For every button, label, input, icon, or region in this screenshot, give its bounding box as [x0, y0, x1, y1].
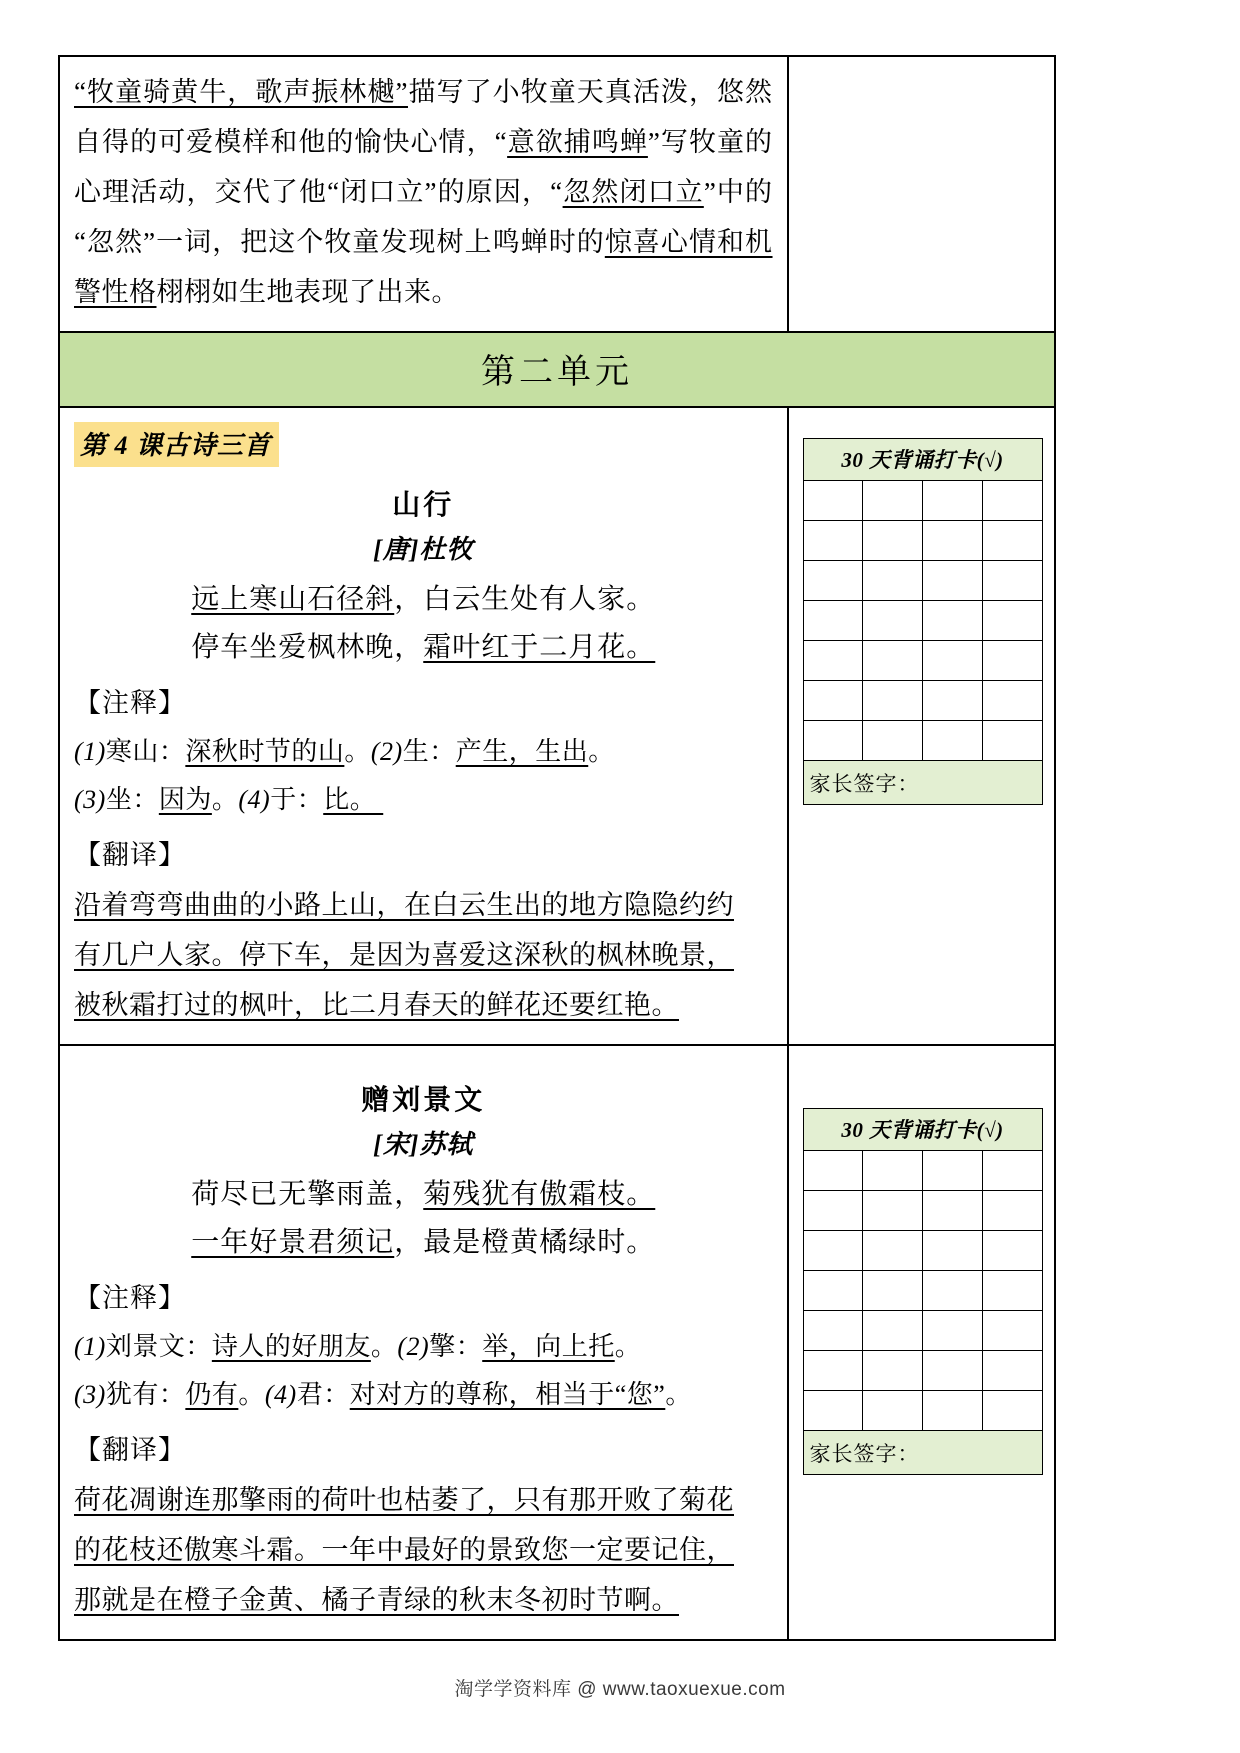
punch-card-checkbox[interactable]: [803, 561, 863, 601]
punch-card-checkbox[interactable]: [922, 1151, 982, 1191]
intro-text-run: ”写牧童的心理活动，交代了他“闭口立”的原因，“: [74, 127, 773, 207]
punch-card-row: [803, 681, 1042, 721]
note-gloss: 诗人的好朋友: [211, 1332, 371, 1361]
punch-card-checkbox[interactable]: [982, 1351, 1042, 1391]
punch-card-row: [803, 1351, 1042, 1391]
notes-label: 【注释】: [74, 688, 186, 718]
note-index: (4): [238, 785, 271, 814]
intro-row: [60, 57, 1054, 333]
punch-card-checkbox[interactable]: [982, 1151, 1042, 1191]
note-gloss: 产生，生出: [455, 737, 589, 766]
note-gloss: 对对方的尊称，相当于“您”: [349, 1380, 666, 1409]
punch-card-row: [803, 721, 1042, 761]
note-term: 犹有：: [105, 1380, 186, 1409]
punch-card-row: [803, 1311, 1042, 1351]
punch-card-checkbox[interactable]: [803, 481, 863, 521]
punch-card-row: [803, 1391, 1042, 1431]
punch-card-checkbox[interactable]: [922, 1351, 982, 1391]
note-index: (1): [74, 1332, 106, 1361]
poem-author: [宋]苏轼: [373, 1130, 474, 1159]
punch-card-checkbox[interactable]: [982, 561, 1042, 601]
translation-line: 荷花凋谢连那擎雨的荷叶也枯萎了，只有那开败了菊花: [74, 1485, 734, 1515]
punch-card-checkbox[interactable]: [803, 1271, 863, 1311]
punch-card-checkbox[interactable]: [863, 1311, 923, 1351]
note-gloss: 比。: [323, 785, 384, 814]
translation-label: 【翻译】: [74, 1435, 186, 1465]
intro-text-run: 描写了小牧童天真活泼，悠然自得的可爱模样和他的愉快心情，“: [74, 77, 773, 157]
poem-line-rest: 荷尽已无擎雨盖，: [191, 1179, 424, 1210]
punch-card-checkbox[interactable]: [982, 601, 1042, 641]
punch-card-checkbox[interactable]: [982, 1311, 1042, 1351]
intro-text-run: ”中的“忽然”一词，把这个牧童发现树上鸣蝉时的: [74, 177, 773, 257]
punch-card-checkbox[interactable]: [922, 1231, 982, 1271]
punch-card-checkbox[interactable]: [803, 1231, 863, 1271]
poem-line: [74, 1171, 773, 1219]
note-term: 生：: [402, 737, 456, 766]
punch-card-row: [803, 601, 1042, 641]
punch-card-checkbox[interactable]: [863, 561, 923, 601]
translation-label: 【翻译】: [74, 840, 186, 870]
punch-card-checkbox[interactable]: [863, 721, 923, 761]
note-term: 于：: [270, 785, 324, 814]
punch-card-checkbox[interactable]: [922, 521, 982, 561]
punch-card-checkbox[interactable]: [982, 1391, 1042, 1431]
punch-card-checkbox[interactable]: [863, 1351, 923, 1391]
punch-card-checkbox[interactable]: [863, 521, 923, 561]
poem-line-rest: 停车坐爱枫林晚，: [191, 632, 424, 663]
unit-row: [60, 333, 1054, 408]
poem-title: 赠刘景文: [361, 1085, 486, 1116]
punch-card-checkbox[interactable]: [863, 1271, 923, 1311]
poem-line-rest: ，最是橙黄橘绿时。: [394, 1227, 656, 1258]
poem-cell-1: [60, 408, 789, 1044]
poem-line: [74, 624, 773, 672]
note-sep: 。: [614, 1332, 642, 1361]
poem-line-underlined: 远上寒山石径斜: [191, 584, 395, 615]
punch-card-row: [803, 1271, 1042, 1311]
punch-card-row: [803, 481, 1042, 521]
note-index: (3): [74, 1380, 106, 1409]
note-term: 刘景文：: [105, 1332, 212, 1361]
punch-card: [803, 438, 1043, 805]
note-index: (1): [74, 737, 106, 766]
note-line: [74, 728, 773, 776]
punch-card-checkbox[interactable]: [982, 721, 1042, 761]
note-sep: 。: [370, 1332, 398, 1361]
punch-card-checkbox[interactable]: [863, 681, 923, 721]
poem-row-2: [60, 1046, 1054, 1639]
signature-row: [803, 1431, 1042, 1475]
punch-card-checkbox[interactable]: [863, 481, 923, 521]
punch-card-checkbox[interactable]: [803, 1311, 863, 1351]
note-index: (2): [370, 737, 403, 766]
poem-line-underlined: 一年好景君须记: [191, 1227, 395, 1258]
punch-card-checkbox[interactable]: [982, 1191, 1042, 1231]
intro-paragraph: [74, 67, 773, 317]
punch-card-checkbox[interactable]: [803, 601, 863, 641]
punch-card-checkbox[interactable]: [803, 1351, 863, 1391]
punch-card-header: 30 天背诵打卡(√): [803, 439, 1042, 481]
punch-card-checkbox[interactable]: [922, 721, 982, 761]
poem-line-underlined: 霜叶红于二月花。: [423, 632, 656, 663]
punch-card-checkbox[interactable]: [803, 1191, 863, 1231]
punch-card-row: [803, 521, 1042, 561]
poem-row-1: [60, 408, 1054, 1046]
punch-card-checkbox[interactable]: [863, 1191, 923, 1231]
punch-card-checkbox[interactable]: [863, 1391, 923, 1431]
poem-cell-2: [60, 1046, 789, 1639]
punch-card-checkbox[interactable]: [982, 521, 1042, 561]
intro-underlined-run: 惊喜心情和机警性格: [74, 227, 773, 307]
note-sep: 。: [588, 737, 615, 766]
punch-card-checkbox[interactable]: [922, 681, 982, 721]
punch-card-row: [803, 561, 1042, 601]
punch-card-checkbox[interactable]: [922, 601, 982, 641]
worksheet-table: [58, 55, 1056, 1641]
translation-line: 的花枝还傲寒斗霜。一年中最好的景致您一定要记住，: [74, 1535, 734, 1565]
note-index: (4): [264, 1380, 297, 1409]
note-gloss: 因为: [158, 785, 212, 814]
footer-watermark: 淘学学资料库 @ www.taoxuexue.com: [454, 1679, 786, 1700]
punch-card-checkbox[interactable]: [863, 601, 923, 641]
note-sep: 。: [238, 1380, 265, 1409]
punch-card-header: 30 天背诵打卡(√): [803, 1109, 1042, 1151]
poem-author: [唐]杜牧: [373, 535, 474, 564]
note-term: 寒山：: [105, 737, 186, 766]
punch-card-row: [803, 1231, 1042, 1271]
punch-card-checkbox[interactable]: [922, 561, 982, 601]
intro-cell: [60, 57, 789, 331]
punch-card-checkbox[interactable]: [922, 1191, 982, 1231]
punch-card-row: [803, 1191, 1042, 1231]
note-sep: 。: [665, 1380, 692, 1409]
signature-row: [803, 761, 1042, 805]
parent-signature-field[interactable]: 家长签字：: [803, 761, 1042, 805]
parent-signature-field[interactable]: 家长签字：: [803, 1431, 1042, 1475]
note-term: 擎：: [429, 1332, 483, 1361]
notes-label: 【注释】: [74, 1283, 186, 1313]
punch-card-checkbox[interactable]: [922, 1271, 982, 1311]
lesson-tag: 第 4 课古诗三首: [74, 422, 279, 467]
poem-line: [74, 576, 773, 624]
intro-underlined-run: 意欲捕鸣蝉: [507, 127, 648, 157]
translation-line: 被秋霜打过的枫叶，比二月春天的鲜花还要红艳。: [74, 990, 679, 1020]
punch-card-checkbox[interactable]: [922, 1391, 982, 1431]
punch-card-checkbox[interactable]: [803, 521, 863, 561]
translation-line: 那就是在橙子金黄、橘子青绿的秋末冬初时节啊。: [74, 1585, 679, 1615]
punch-card-row: [803, 641, 1042, 681]
note-gloss: 深秋时节的山: [185, 737, 345, 766]
punch-card-checkbox[interactable]: [803, 681, 863, 721]
punch-card-checkbox[interactable]: [803, 721, 863, 761]
punch-card-checkbox[interactable]: [982, 1271, 1042, 1311]
unit-title: 第二单元: [60, 333, 1054, 406]
punch-cell-1: [789, 408, 1054, 1044]
note-gloss: 仍有: [185, 1380, 239, 1409]
note-line: [74, 1323, 773, 1371]
note-gloss: 举，向上托: [482, 1332, 615, 1361]
intro-side-cell: [789, 57, 1054, 331]
punch-cell-2: [789, 1046, 1054, 1639]
punch-card-checkbox[interactable]: [982, 641, 1042, 681]
note-sep: 。: [211, 785, 239, 814]
poem-line-underlined: 菊残犹有傲霜枝。: [423, 1179, 656, 1210]
translation-line: 有几户人家。停下车，是因为喜爱这深秋的枫林晚景，: [74, 940, 734, 970]
note-index: (2): [397, 1332, 430, 1361]
note-term: 君：: [296, 1380, 350, 1409]
punch-card-checkbox[interactable]: [922, 641, 982, 681]
translation-line: 沿着弯弯曲曲的小路上山，在白云生出的地方隐隐约约: [74, 890, 734, 920]
punch-card-checkbox[interactable]: [803, 1151, 863, 1191]
note-line: [74, 1371, 773, 1419]
poem-line-rest: ，白云生处有人家。: [394, 584, 656, 615]
punch-card-checkbox[interactable]: [922, 1311, 982, 1351]
punch-card-checkbox[interactable]: [803, 1391, 863, 1431]
note-line: [74, 776, 773, 824]
note-term: 坐：: [105, 785, 159, 814]
note-sep: 。: [344, 737, 371, 766]
poem-line: [74, 1219, 773, 1267]
punch-card-checkbox[interactable]: [982, 681, 1042, 721]
punch-card-checkbox[interactable]: [922, 481, 982, 521]
punch-card: [803, 1108, 1043, 1475]
punch-card-checkbox[interactable]: [863, 641, 923, 681]
punch-card-checkbox[interactable]: [863, 1151, 923, 1191]
punch-card-checkbox[interactable]: [982, 481, 1042, 521]
punch-card-checkbox[interactable]: [863, 1231, 923, 1271]
punch-card-row: [803, 1151, 1042, 1191]
punch-card-checkbox[interactable]: [803, 641, 863, 681]
intro-underlined-run: 忽然闭口立: [562, 177, 704, 207]
punch-card-checkbox[interactable]: [982, 1231, 1042, 1271]
note-index: (3): [74, 785, 106, 814]
intro-text-run: 栩栩如生地表现了出来。: [156, 277, 459, 307]
intro-underlined-run: “牧童骑黄牛，歌声振林樾”: [74, 77, 408, 107]
poem-title: 山行: [392, 490, 455, 521]
lesson-tag-wrap: [74, 422, 773, 467]
